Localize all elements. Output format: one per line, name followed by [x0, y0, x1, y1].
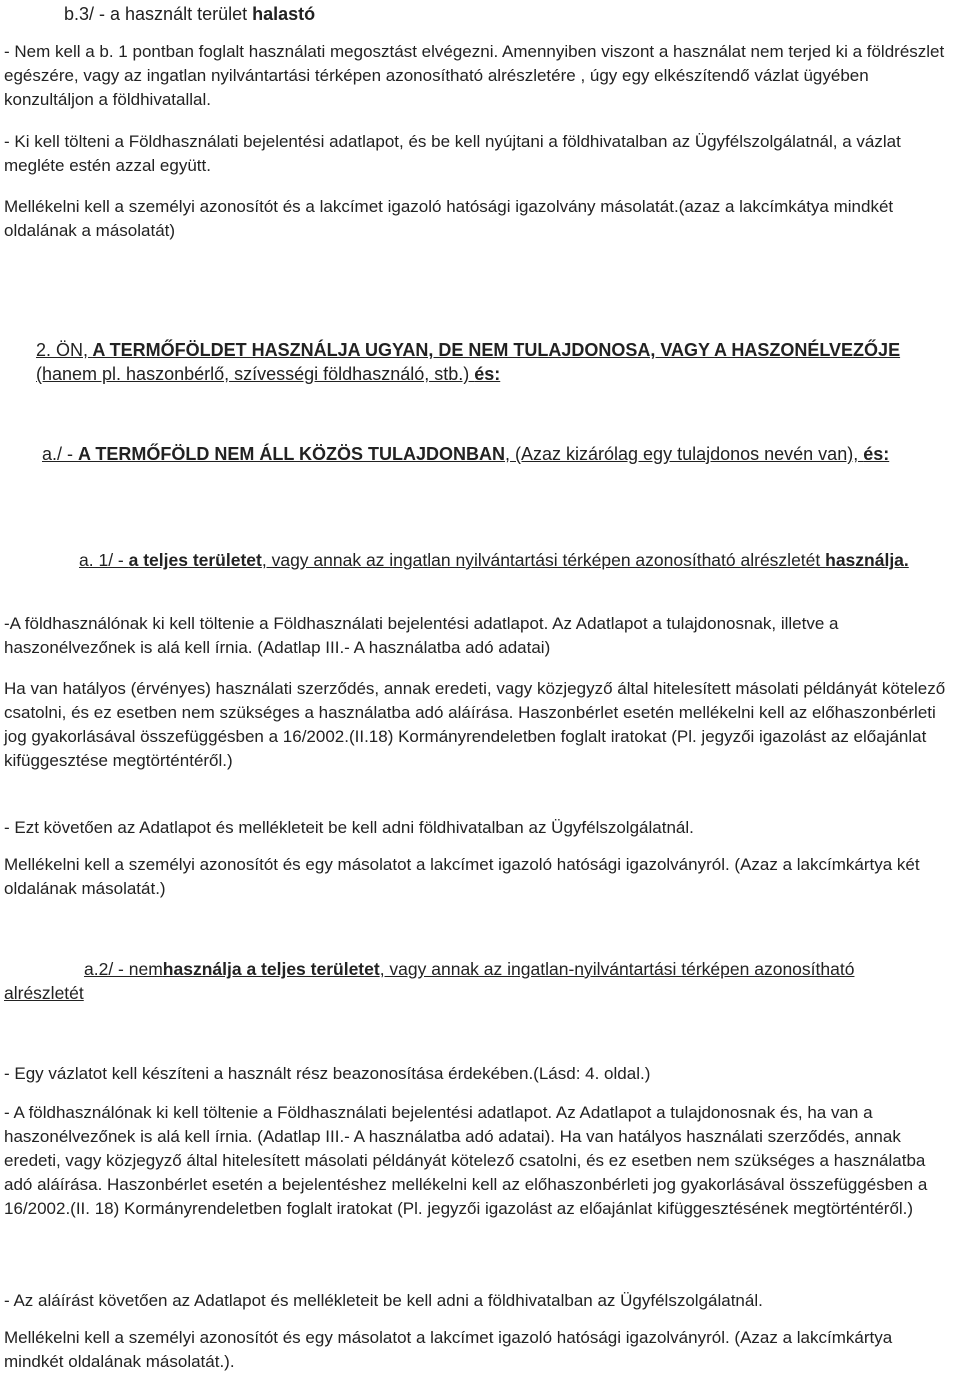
ha1-bold1: a teljes területet [128, 550, 262, 570]
paragraph: - Nem kell a b. 1 pontban foglalt használati megosztást elvégezni. Amennyiben viszont a használat nem terjed ki a földrészlet egészére, vagy az ingatlan nyilvántartási térképen azonosítható alrészletére , úgy egy elkészítendő vázlat ügyében konzultáljon a földhivatallal. [4, 42, 945, 109]
b3-label-bold: halastó [252, 4, 316, 24]
h2-es: és: [474, 364, 501, 384]
ha2-bold: használja a teljes területet [162, 959, 380, 979]
section-heading-a [4, 442, 924, 466]
ha1-num: a. 1/ - [79, 550, 129, 570]
ha-num: a./ - [42, 444, 79, 464]
paragraph: - Ki kell tölteni a Földhasználati bejelentési adatlapot, és be kell nyújtani a földhivatalban az Ügyfélszolgálatnál, a vázlat megléte estén azzal együtt. [4, 132, 901, 175]
paragraph: - Egy vázlatot kell készíteni a használt rész beazonosítása érdekében.(Lásd: 4. oldal.) [4, 1064, 651, 1083]
h2-rest: (hanem pl. haszonbérlő, szívességi földhasználó, stb.) [36, 364, 475, 384]
h2-bold: A TERMŐFÖLDET HASZNÁLJA UGYAN, DE NEM TULAJDONOSA, VAGY A HASZONÉLVEZŐJE [88, 340, 901, 360]
ha-rest: , (Azaz kizárólag egy tulajdonos nevén van), [505, 444, 864, 464]
paragraph: - Ezt követően az Adatlapot és mellékleteit be kell adni földhivatalban az Ügyfélszolgálatnál. [4, 818, 694, 837]
section-heading-a1 [4, 548, 924, 572]
paragraph: - Az aláírást követően az Adatlapot és mellékleteit be kell adni a földhivatalban az Ügyfélszolgálatnál. [4, 1291, 763, 1310]
h2-num: 2. ÖN, [36, 340, 89, 360]
paragraph: Mellékelni kell a személyi azonosítót és egy másolatot a lakcímet igazoló hatósági igazolványról. (Azaz a lakcímkártya mindkét oldalának másolatát.). [4, 1328, 893, 1371]
ha2-num: a.2/ - nem [84, 959, 163, 979]
section-heading-2 [4, 338, 924, 386]
paragraph: Mellékelni kell a személyi azonosítót és egy másolatot a lakcímet igazoló hatósági igazolványról. (Azaz a lakcímkártya két oldalának másolatát.) [4, 855, 920, 898]
section-heading-b3 [64, 2, 315, 26]
paragraph: -A földhasználónak ki kell töltenie a Földhasználati bejelentési adatlapot. Az Adatlapot a tulajdonosnak, illetve a haszonélvezőnek is alá kell írnia. (Adatlap III.- A használatba adó adatai) [4, 614, 839, 657]
paragraph: - A földhasználónak ki kell töltenie a Földhasználati bejelentési adatlapot. Az Adatlapot a tulajdonosnak és, ha van a haszonélvezőnek is alá kell írnia. (Adatlap III.- A használatba adó adatai). Ha van hatályos használati szerződés, annak eredeti, vagy közjegyző által hitelesített másolati példányát kötelező csatolni, és ez esetben nem szükséges a használatba adó aláírása. Haszonbérlet esetén a bejelentéshez mellékelni kell az előhaszonbérleti jog gyakorlásával összefüggésben a 16/2002.(II. 18) Kormányrendeletben foglalt iratokat (Pl. jegyzői igazolást az előajánlat kifüggesztésének megtörténtéről.) [4, 1103, 928, 1218]
ha1-mid: , vagy annak az ingatlan nyilvántartási térképen azonosítható alrészletét [261, 550, 826, 570]
ha1-bold2: használja. [825, 550, 909, 570]
paragraph: Mellékelni kell a személyi azonosítót és a lakcímet igazoló hatósági igazolvány másolatát.(azaz a lakcímkátya mindkét oldalának a másolatát) [4, 197, 894, 240]
b3-label: b.3/ - a használt terület [64, 4, 253, 24]
ha-es: és: [863, 444, 890, 464]
ha-bold: A TERMŐFÖLD NEM ÁLL KÖZÖS TULAJDONBAN [78, 444, 505, 464]
section-heading-a2 [4, 957, 924, 1005]
paragraph: Ha van hatályos (érvényes) használati szerződés, annak eredeti, vagy közjegyző által hitelesített másolati példányát kötelező csatolni, és ez esetben nem szükséges a használatba adó aláírása. Haszonbérlet esetén mellékelni kell az előhaszonbérleti jog gyakorlásával összefüggésben a 16/2002.(II.18) Kormányrendeletben foglalt iratokat (Pl. jegyzői igazolást az előajánlat kifüggesztése megtörténtéről.) [4, 679, 946, 770]
ha2-rest: , vagy annak az ingatlan-nyilvántartási térképen azonosítható alrészletét [4, 959, 855, 1003]
